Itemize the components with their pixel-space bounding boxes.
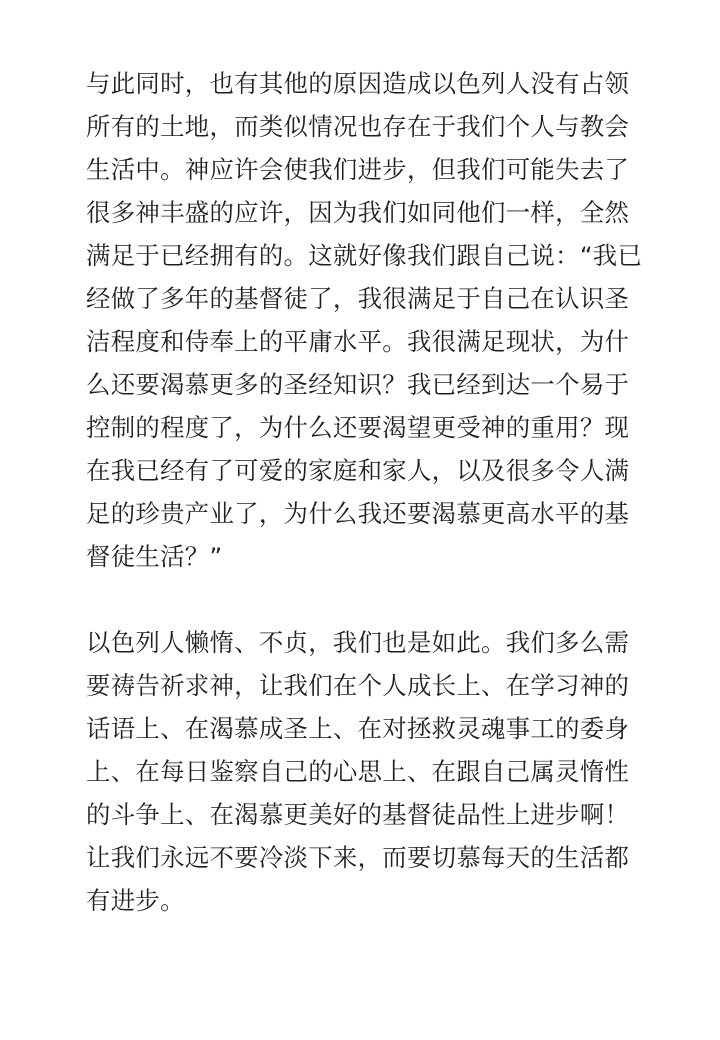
text-line: 话语上、在渴慕成圣上、在对拯救灵魂事工的委身: [86, 714, 630, 743]
paragraph-2: [86, 621, 634, 922]
text-line: 所有的土地，而类似情况也存在于我们个人与教会: [86, 112, 630, 141]
text-line: 要祷告祈求神，让我们在个人成长上、在学习神的: [86, 671, 630, 700]
text-line: 让我们永远不要冷淡下来，而要切慕每天的生活都: [86, 843, 630, 872]
text-line: 控制的程度了，为什么还要渴望更受神的重用？现: [86, 413, 630, 442]
text-line: 么还要渴慕更多的圣经知识？我已经到达一个易于: [86, 370, 630, 399]
paragraph-spacer: [86, 578, 634, 621]
text-line: 足的珍贵产业了，为什么我还要渴慕更高水平的基: [86, 499, 630, 528]
article-body: [86, 62, 643, 922]
text-line: 的斗争上、在渴慕更美好的基督徒品性上进步啊！: [86, 800, 630, 829]
text-line: 洁程度和侍奉上的平庸水平。我很满足现状，为什: [86, 327, 630, 356]
text-line: 督徒生活？”: [86, 542, 223, 571]
text-line: 与此同时，也有其他的原因造成以色列人没有占领: [86, 69, 630, 98]
text-line: 以色列人懒惰、不贞，我们也是如此。我们多么需: [86, 628, 630, 657]
text-line: 经做了多年的基督徒了，我很满足于自己在认识圣: [86, 284, 630, 313]
text-line: 生活中。神应许会使我们进步，但我们可能失去了: [86, 155, 630, 184]
text-line: 有进步。: [86, 886, 185, 915]
text-line: 上、在每日鉴察自己的心思上、在跟自己属灵惰性: [86, 757, 630, 786]
paragraph-1: [86, 62, 643, 578]
text-line: 很多神丰盛的应许，因为我们如同他们一样，全然: [86, 198, 630, 227]
text-line: 在我已经有了可爱的家庭和家人，以及很多令人满: [86, 456, 630, 485]
text-line: 满足于已经拥有的。这就好像我们跟自己说：“我已: [86, 241, 643, 270]
